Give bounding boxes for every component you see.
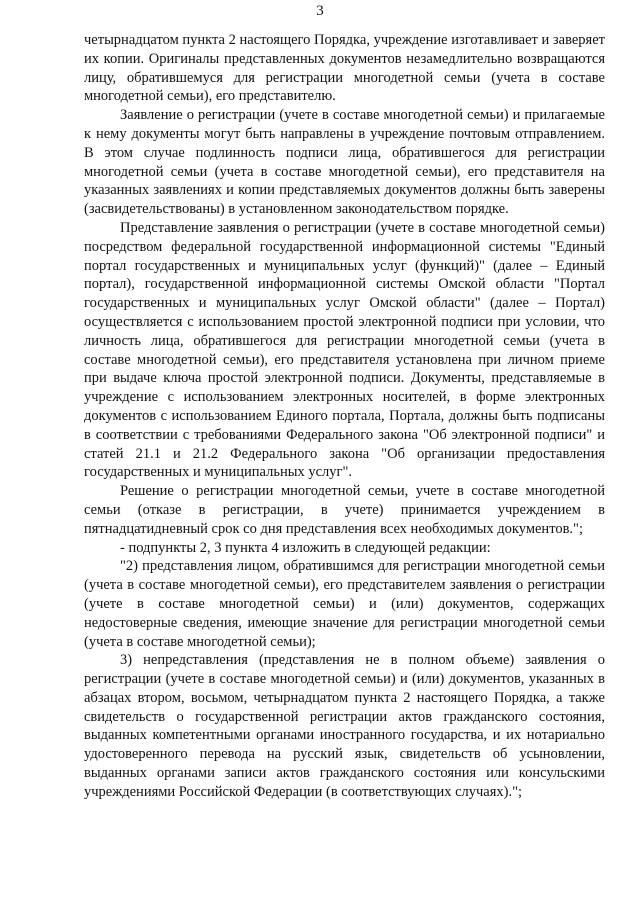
paragraph-postal-submission: Заявление о регистрации (учете в составе многодетной семьи) и прилагаемые к нему документы могут быть направлены в учреждение почтовым отправлением. В этом случае подлинность подписи лица, обратившегося для регистрации многодетной семьи (учета в составе многодетной семьи), его представителя на указанных заявлениях и копии представляемых документов должны быть заверены (засвидетельствованы) в установленном законодательством порядке. [84, 107, 605, 218]
paragraph-subpoint-2: "2) представления лицом, обратившимся для регистрации многодетной семьи (учета в составе многодетной семьи), его представителем заявления о регистрации (учете в составе многодетной семьи) и (или) документов, содержащих недостоверные сведения, имеющие значение для регистрации многодетной семьи (учета в составе многодетной семьи); [84, 558, 605, 650]
page-number: 3 [316, 3, 324, 19]
paragraph-decision-deadline: Решение о регистрации многодетной семьи, учете в составе многодетной семьи (отказе в регистрации, в учете) принимается учреждением в пятнадцатидневный срок со дня представления всех необходимых документов."; [84, 483, 605, 537]
paragraph-amendment-instruction: - подпункты 2, 3 пункта 4 изложить в следующей редакции: [120, 539, 491, 556]
paragraph-electronic-submission: Представление заявления о регистрации (учете в составе многодетной семьи) посредством федеральной государственной информационной системы "Единый портал государственных и муниципальных услуг (функций)" (далее – Единый портал), государственной информационной системы Омской области "Портал государственных и муниципальных услуг Омской области" (далее – Портал) осуществляется с использованием простой электронной подписи при условии, что личность лица, обратившегося для регистрации многодетной семьи (учета в составе многодетной семьи), его представителя установлена при личном приеме при выдаче ключа простой электронной подписи. Документы, представляемые в учреждение с использованием электронных носителей, в форме электронных документов с использованием Единого портала, Портала, должны быть подписаны в соответствии с требованиями Федерального закона "Об электронной подписи" и статей 21.1 и 21.2 Федерального закона "Об организации предоставления государственных и муниципальных услуг". [84, 219, 605, 481]
document-body [84, 31, 605, 802]
paragraph-subpoint-3: 3) непредставления (представления не в полном объеме) заявления о регистрации (учете в составе многодетной семьи) и (или) документов, указанных в абзацах втором, восьмом, четырнадцатом пункта 2 настоящего Порядка, а также свидетельств о государственной регистрации актов гражданского состояния, выданных компетентными органами иностранного государства, и их нотариально удостоверенного перевода на русский язык, свидетельств об усыновлении, выданных органами записи актов гражданского состояния или консульскими учреждениями Российской Федерации (в соответствующих случаях)."; [84, 652, 605, 800]
paragraph-continuation: четырнадцатом пункта 2 настоящего Порядка, учреждение изготавливает и заверяет их копии. Оригиналы представленных документов незамедлительно возвращаются лицу, обратившемуся для регистрации многодетной семьи (учета в составе многодетной семьи), его представителю. [84, 32, 605, 105]
